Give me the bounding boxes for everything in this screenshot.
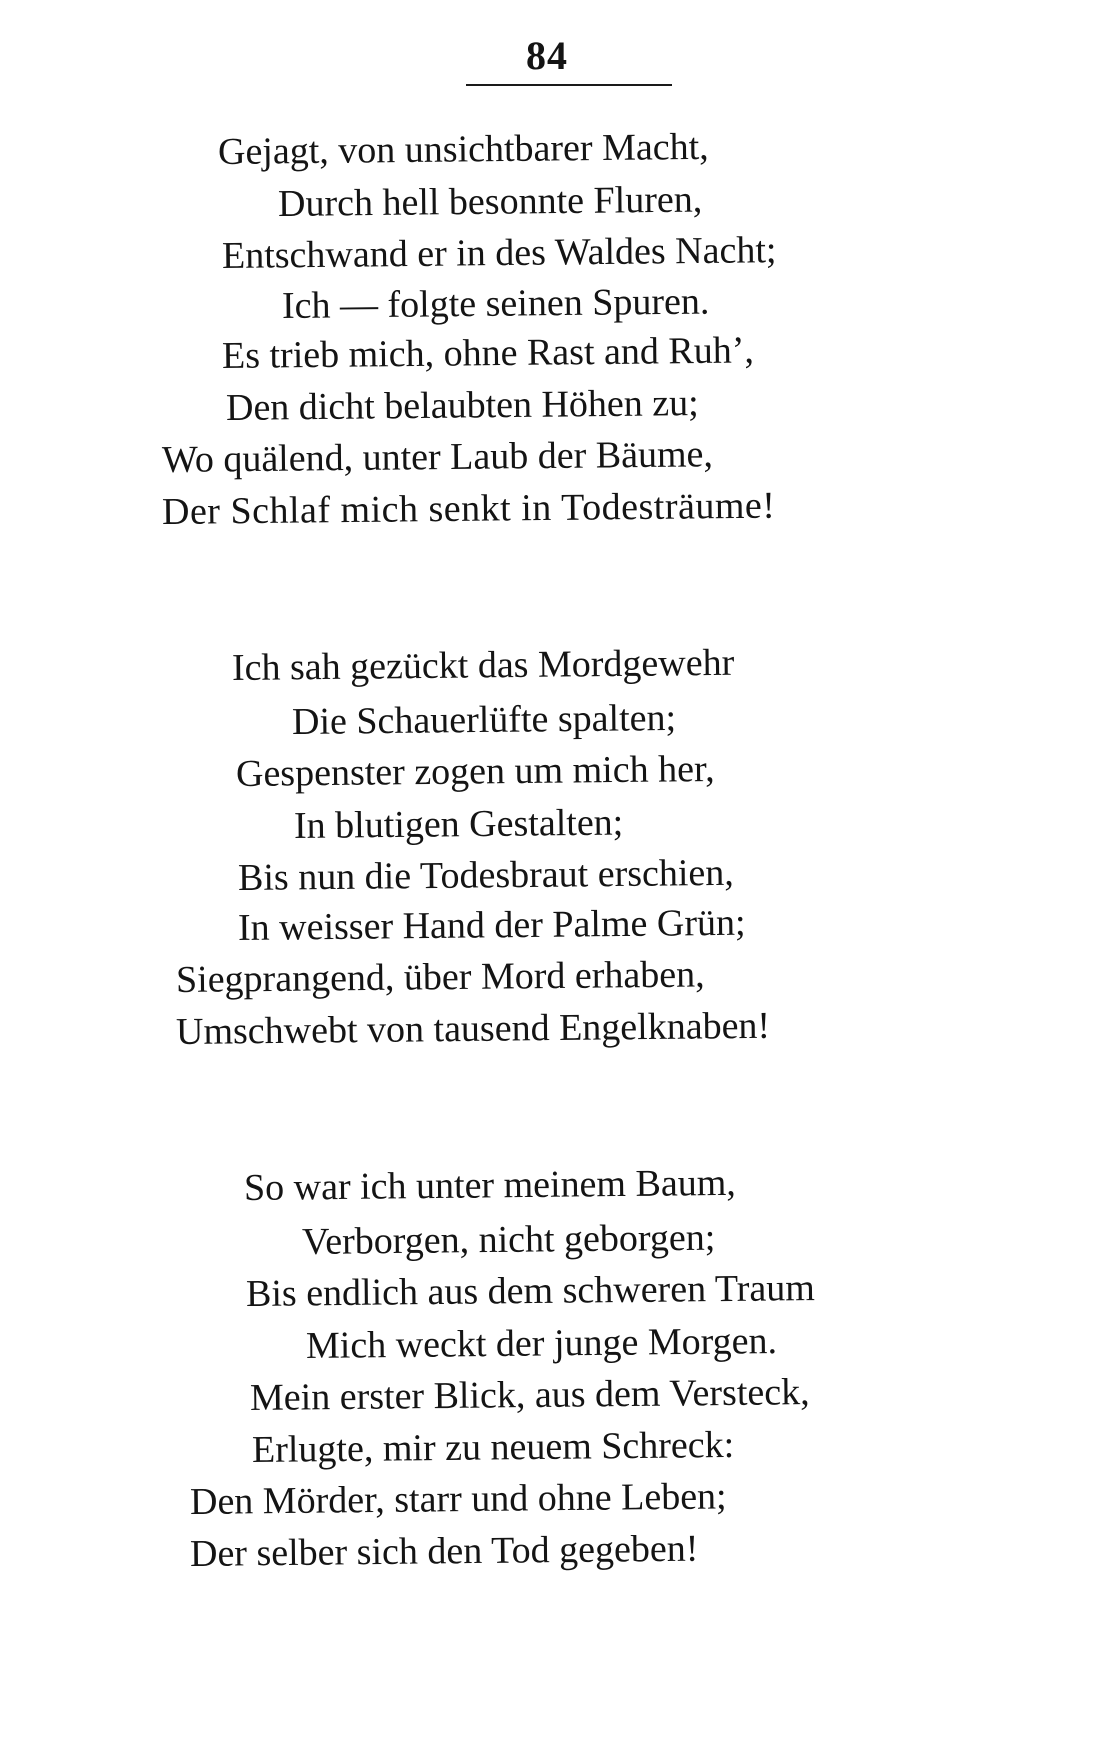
verse-line: Verborgen, nicht geborgen; (301, 1216, 716, 1263)
verse-line: Die Schauerlüfte spalten; (291, 696, 677, 743)
verse-line: Umschwebt von tausend Engelknaben! (175, 1004, 771, 1053)
verse-line: In weisser Hand der Palme Grün; (237, 901, 746, 949)
verse-line: Es trieb mich, ohne Rast and Ruh’, (221, 329, 755, 377)
verse-line: In blutigen Gestalten; (293, 801, 624, 847)
header-rule (466, 84, 672, 86)
verse-line: Ich — folgte seinen Spuren. (281, 280, 710, 327)
verse-line: So war ich unter meinem Baum, (243, 1161, 736, 1209)
verse-line: Den dicht belaubten Höhen zu; (225, 382, 699, 429)
verse-line: Mich weckt der junge Morgen. (305, 1320, 778, 1367)
verse-line: Der Schlaf mich senkt in Todesträume! (161, 484, 776, 533)
verse-line: Wo quälend, unter Laub der Bäume, (161, 433, 714, 481)
verse-line: Bis nun die Todesbraut erschien, (237, 851, 735, 899)
verse-line: Ich sah gezückt das Mordgewehr (231, 641, 735, 689)
page-number: 84 (526, 33, 568, 78)
verse-line: Siegprangend, über Mord erhaben, (175, 953, 705, 1001)
verse-line: Entschwand er in des Waldes Nacht; (221, 229, 777, 277)
verse-line: Bis endlich aus dem schweren Traum (245, 1267, 816, 1315)
verse-line: Mein erster Blick, aus dem Versteck, (249, 1371, 810, 1419)
verse-line: Gejagt, von unsichtbarer Macht, (217, 125, 709, 173)
verse-line: Gespenster zogen um mich her, (235, 747, 715, 795)
verse-line: Erlugte, mir zu neuem Schreck: (251, 1423, 735, 1471)
verse-line: Der selber sich den Tod gegeben! (189, 1527, 699, 1575)
verse-line: Den Mörder, starr und ohne Leben; (189, 1475, 727, 1523)
verse-line: Durch hell besonnte Fluren, (277, 178, 703, 225)
